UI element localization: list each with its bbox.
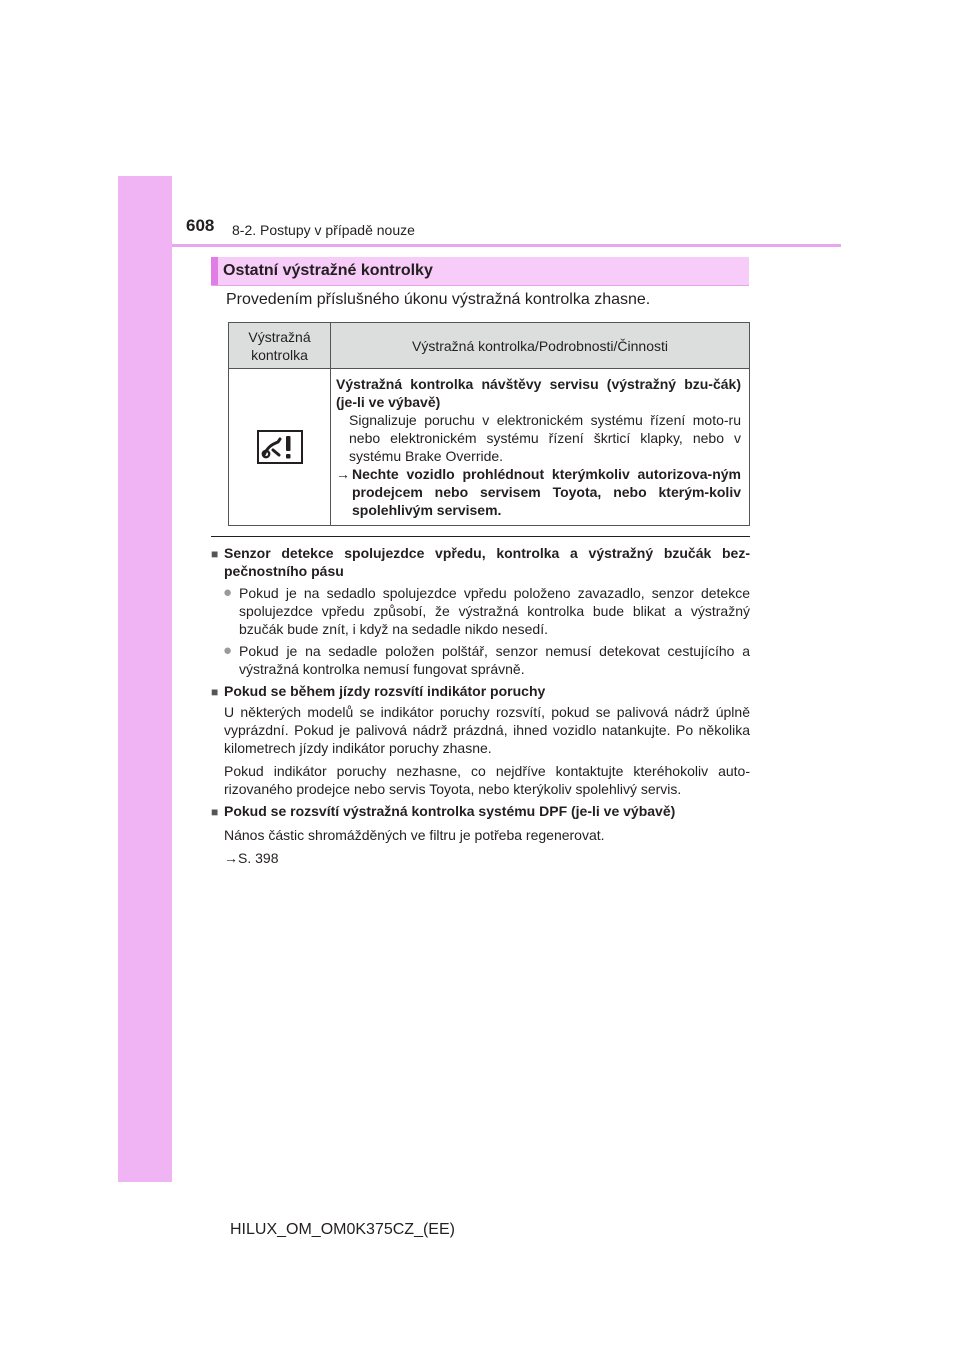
icon-cell — [229, 369, 331, 526]
section-title: 8-2. Postupy v případě nouze — [232, 222, 415, 238]
paragraph: Nános částic shromážděných ve filtru je potřeba regenerovat. — [224, 827, 605, 843]
square-bullet-icon: ■ — [211, 805, 219, 819]
box-heading-accent — [211, 257, 218, 285]
page-reference-link[interactable]: S. 398 — [238, 850, 279, 866]
intro-text: Provedením příslušného úkonu výstražná kontrolka zhasne. — [226, 291, 651, 308]
table-header-light: Výstražná kontrolka — [229, 323, 331, 369]
paragraph: U některých modelů se indikátor poruchy rozsvítí, pokud se palivová nádrž úplně vyprázdní. Pokud je palivová nádrž prázdná, ihned vozidlo natankujte. Po několika kilometrech jízdy indikátor poruchy zhasne. — [224, 704, 750, 756]
list-item: ● Pokud je na sedadle položen polštář, senzor nemusí detekovat cestujícího a výstražná kontrolka nemusí fungovat správně. — [223, 642, 750, 677]
details-cell — [331, 369, 750, 526]
document-code-footer: HILUX_OM_OM0K375CZ_(EE) — [230, 1221, 455, 1238]
light-description: Signalizuje poruchu v elektronickém systému řízení moto-ru nebo elektronickém systému řízení škrticí klapky, nebo v systému Brake Override. — [349, 412, 741, 464]
chapter-sidebar-tab — [118, 176, 172, 1182]
notes-content — [211, 542, 750, 867]
circle-bullet-icon: ● — [223, 642, 233, 659]
light-title: Výstražná kontrolka návštěvy servisu (výstražný bzu-čák) (je-li ve výbavě) — [336, 376, 741, 410]
light-action — [336, 465, 741, 519]
section-divider — [211, 536, 750, 537]
table-header-row — [229, 323, 750, 369]
arrow-right-icon: → — [336, 466, 350, 482]
circle-bullet-icon: ● — [223, 584, 233, 601]
box-heading — [211, 257, 749, 286]
header-rule — [172, 244, 841, 247]
page-reference — [224, 849, 750, 867]
table-row — [229, 369, 750, 526]
warning-light-table — [228, 322, 750, 526]
arrow-right-icon: → — [224, 850, 238, 866]
light-action-text: Nechte vozidlo prohlédnout kterýmkoliv autorizova-ným prodejcem nebo servisem Toyota, nebo kterým-koliv spolehlivým servisem. — [352, 466, 741, 518]
section-heading: ■ Pokud se rozsvítí výstražná kontrolka systému DPF (je-li ve výbavě) — [211, 803, 676, 819]
section-heading: ■ Senzor detekce spolujezdce vpředu, kontrolka a výstražný bzučák bez-pečnostního pásu — [211, 545, 750, 579]
section-heading: ■ Pokud se během jízdy rozsvítí indikátor poruchy — [211, 683, 546, 699]
list-item: ● Pokud je na sedadlo spolujezdce vpředu položeno zavazadlo, senzor detekce spolujezdce vpředu způsobí, že výstražná kontrolka bude blikat a výstražný bzučák bude znít, i když na sedadle nikdo nesedí. — [223, 584, 750, 637]
table-header-details: Výstražná kontrolka/Podrobnosti/Činnosti — [331, 323, 750, 369]
square-bullet-icon: ■ — [211, 547, 219, 561]
service-reminder-warning-icon — [257, 430, 303, 464]
square-bullet-icon: ■ — [211, 685, 219, 699]
box-heading-title: Ostatní výstražné kontrolky — [223, 262, 433, 279]
paragraph: Pokud indikátor poruchy nezhasne, co nejdříve kontaktujte kteréhokoliv auto-rizovaného prodejce nebo servis Toyota, nebo kterýkoliv spolehlivý servis. — [224, 763, 750, 797]
page-number: 608 — [186, 216, 215, 235]
